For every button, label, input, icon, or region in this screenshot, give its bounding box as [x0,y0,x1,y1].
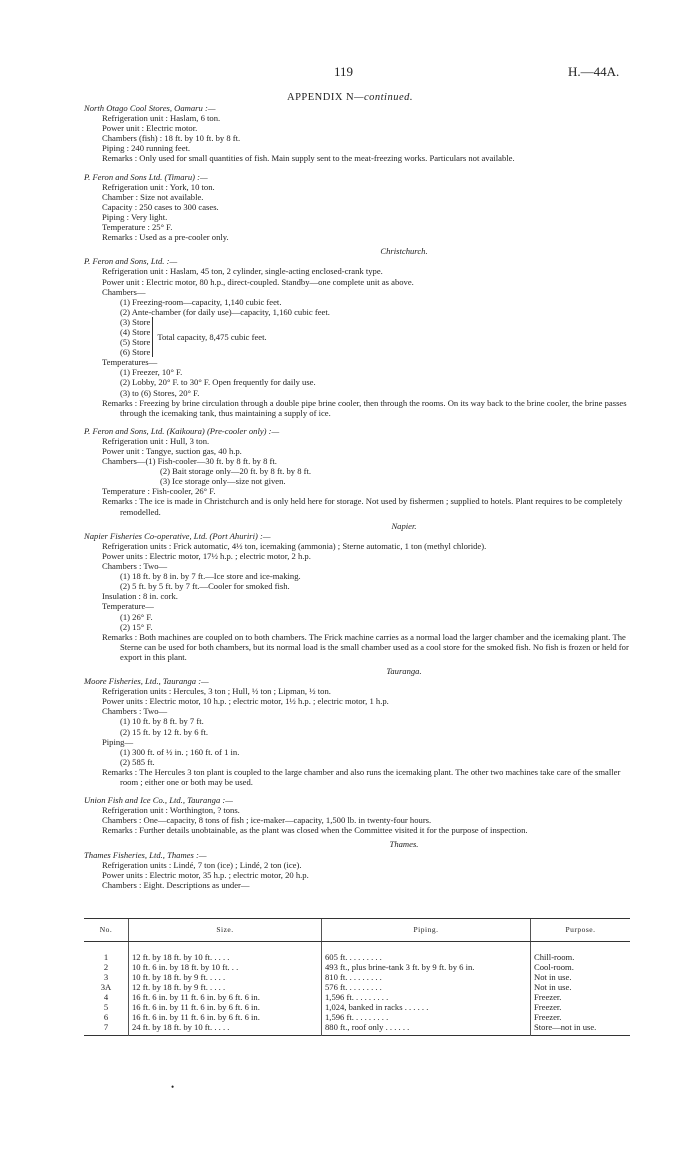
detail-line: Power unit : Tangye, suction gas, 40 h.p. [102,446,242,456]
appendix-continued: —continued. [354,92,413,103]
detail-line: Chambers : Two— [102,706,168,717]
table-cell-no: 7 [103,1022,109,1032]
header-piping: Piping. [322,919,531,942]
table-cell-purpose: Store—not in use. [531,1022,631,1036]
remarks-line: Remarks : Freezing by brine circulation through a double pipe brine cooler, then through the rooms. On its way back to the brine cooler, the brine passes through the icemaking tank, thus maintaining a supply of ice. [102,397,627,418]
section-heading: P. Feron and Sons, Ltd. (Kaikoura) (Pre-cooler only) :— [84,425,280,436]
chamber-line: (1) Freezing-room—capacity, 1,140 cubic feet. [120,296,282,307]
detail-line: Refrigeration unit : Worthington, ? tons. [102,805,240,816]
detail-line: Refrigeration unit : Haslam, 45 ton, 2 cylinder, single-acting enclosed-crank type. [102,266,383,277]
table-cell-size: 16 ft. 6 in. by 11 ft. 6 in. by 6 ft. 6 in. [129,992,322,1002]
detail-line: Power units : Electric motor, 35 h.p. ; electric motor, 20 h.p. [102,869,309,880]
piping-line: (2) 585 ft. [120,756,155,767]
chamber-line: (6) Store [120,347,151,358]
page-number: 119 [334,64,354,79]
table-cell-purpose: Not in use. [531,982,631,992]
table-cell-piping: 493 ft., plus brine-tank 3 ft. by 9 ft. by 6 in. [322,962,531,972]
remarks-line: Remarks : Both machines are coupled on to both chambers. The Frick machine carries as a normal load the larger chamber and the icemaking plant. The Sterne can be used for both chambers, but its normal load is the small chamber used as a cool store for the smoked fish. No fish is frozen or held for export in this plant. [102,631,629,662]
table-cell-no: 3A [100,982,112,992]
temperature-line: (2) 15° F. [120,621,153,632]
detail-line: Capacity : 250 cases to 300 cases. [102,201,219,212]
table-cell-piping: 1,596 ft. . . . . . . . . [322,1012,531,1022]
header-size: Size. [129,919,322,942]
section-heading: Moore Fisheries, Ltd., Tauranga :— [84,676,209,687]
table-row [84,962,630,972]
temperature-line: (2) Lobby, 20° F. to 30° F. Open frequently for daily use. [120,377,316,388]
detail-line: Refrigeration units : Hercules, 3 ton ; Hull, ½ ton ; Lipman, ½ ton. [102,686,331,697]
temperature-line: (3) to (6) Stores, 20° F. [120,387,200,398]
table-cell-piping: 576 ft. . . . . . . . . [322,982,531,992]
table-cell-size: 24 ft. by 18 ft. by 10 ft. . . . . [129,1022,322,1036]
city-heading: Napier. [391,520,417,531]
table-cell-size: 10 ft. 6 in. by 18 ft. by 10 ft. . . [129,962,322,972]
table-cell-purpose: Cool-room. [531,962,631,972]
appendix-main: APPENDIX N [286,92,355,103]
table-row [84,1012,630,1022]
header-no: No. [84,919,129,942]
detail-line: Temperatures— [102,357,158,368]
detail-line: Refrigeration units : Frick automatic, 4½ ton, icemaking (ammonia) ; Sterne automatic, 1 ton (methyl chloride). [102,540,487,551]
remarks-line: Remarks : The Hercules 3 ton plant is coupled to the large chamber and also runs the icemaking plant. The other two machines take care of the smaller room ; either one or both may be used. [102,766,621,787]
table-cell-size: 16 ft. 6 in. by 11 ft. 6 in. by 6 ft. 6 in. [129,1002,322,1012]
chamber-line: (5) Store [120,337,151,348]
table-cell-no: 1 [103,952,109,962]
table-row [84,1002,630,1012]
detail-line: Refrigeration unit : York, 10 ton. [102,181,215,192]
header-purpose: Purpose. [531,919,631,942]
detail-line: Power units : Electric motor, 10 h.p. ; electric motor, 1½ h.p. ; electric motor, 1 h.p. [102,696,389,707]
table-cell-size: 16 ft. 6 in. by 11 ft. 6 in. by 6 ft. 6 in. [129,1012,322,1022]
detail-line: Refrigeration unit : Haslam, 6 ton. [102,113,221,124]
city-heading: Christchurch. [380,246,428,257]
detail-line: Chambers—(1) Fish-cooler—30 ft. by 8 ft. by 8 ft. [102,456,277,467]
section-heading: Napier Fisheries Co-operative, Ltd. (Port Ahuriri) :— [84,530,271,541]
brace-text: Total capacity, 8,475 cubic feet. [157,332,267,343]
table-cell-piping: 810 ft. . . . . . . . . [322,972,531,982]
table-cell-purpose: Chill-room. [531,942,631,963]
table-cell-no: 3 [103,972,109,982]
city-heading: Thames. [389,839,419,850]
chamber-line: (2) Bait storage only—20 ft. by 8 ft. by 8 ft. [160,466,312,477]
table-row [84,982,630,992]
table-row [84,1022,630,1036]
chamber-line: (3) Store [120,316,151,327]
table-header-row [84,919,630,942]
detail-line: Piping : Very light. [102,211,168,222]
section-heading: P. Feron and Sons, Ltd. :— [84,256,178,267]
table-cell-purpose: Freezer. [531,1002,631,1012]
table-cell-no: 6 [103,1012,109,1022]
table-cell-no: 5 [103,1002,109,1012]
table-cell-purpose: Freezer. [531,1012,631,1022]
detail-line: Chamber : Size not available. [102,191,204,202]
detail-line: Refrigeration unit : Hull, 3 ton. [102,435,210,446]
section-heading: Thames Fisheries, Ltd., Thames :— [84,849,207,860]
remarks-line: Remarks : Further details unobtainable, as the plant was closed when the Committee visited it for the purpose of inspection. [102,825,528,836]
chamber-line: (3) Ice storage only—size not given. [160,476,286,487]
table-cell-size: 12 ft. by 18 ft. by 9 ft. . . . . [129,982,322,992]
appendix-title [0,92,700,103]
detail-line: Piping : 240 running feet. [102,143,191,154]
table-cell-size: 12 ft. by 18 ft. by 10 ft. . . . . [129,942,322,963]
table-cell-piping: 880 ft., roof only . . . . . . [322,1022,531,1036]
detail-line: Power unit : Electric motor. [102,123,198,134]
remarks-line: Remarks : Only used for small quantities of fish. Main supply sent to the meat-freezing works. Particulars not available. [102,153,515,164]
table-cell-purpose: Freezer. [531,992,631,1002]
chamber-line: (1) 10 ft. by 8 ft. by 7 ft. [120,716,204,727]
detail-line: Remarks : Used as a pre-cooler only. [102,232,229,243]
table-row [84,972,630,982]
table-cell-piping: 1,596 ft. . . . . . . . . [322,992,531,1002]
table-cell-no: 2 [103,962,109,972]
section-heading: Union Fish and Ice Co., Ltd., Tauranga :— [84,795,233,806]
temperature-line: (1) Freezer, 10° F. [120,367,183,378]
table-cell-size: 10 ft. by 18 ft. by 9 ft. . . . . [129,972,322,982]
detail-line: Temperature : 25° F. [102,222,173,233]
detail-line: Chambers— [102,286,146,297]
detail-line: Refrigeration units : Lindé, 7 ton (ice) ; Lindé, 2 ton (ice). [102,859,302,870]
detail-line: Piping— [102,736,134,747]
chamber-line: (2) 15 ft. by 12 ft. by 6 ft. [120,726,209,737]
table-row [84,992,630,1002]
detail-line: Temperature— [102,601,154,612]
detail-line: Power units : Electric motor, 17½ h.p. ; electric motor, 2 h.p. [102,550,311,561]
table-cell-piping: 605 ft. . . . . . . . . [322,942,531,963]
table-cell-no: 4 [103,992,109,1002]
chamber-line: (2) Ante-chamber (for daily use)—capacity, 1,160 cubic feet. [120,306,330,317]
detail-line: Chambers (fish) : 18 ft. by 10 ft. by 8 ft. [102,133,241,144]
footer-mark: • [171,1082,175,1092]
table-body [84,942,630,1036]
detail-line: Chambers : Eight. Descriptions as under— [102,879,250,890]
detail-line: Insulation : 8 in. cork. [102,591,178,602]
table-cell-piping: 1,024, banked in racks . . . . . . [322,1002,531,1012]
temperature-line: (1) 26° F. [120,611,153,622]
chamber-line: (1) 18 ft. by 8 in. by 7 ft.—Ice store and ice-making. [120,571,301,582]
detail-line: Temperature : Fish-cooler, 26° F. [102,486,216,497]
city-heading: Tauranga. [386,665,422,676]
detail-line: Power unit : Electric motor, 80 h.p., direct-coupled. Standby—one complete unit as above. [102,276,414,287]
document-body [84,103,634,890]
table-row [84,942,630,963]
section-heading: North Otago Cool Stores, Oamaru :— [84,103,216,113]
chamber-line: (2) 5 ft. by 5 ft. by 7 ft.—Cooler for smoked fish. [120,581,290,592]
detail-line: Chambers : Two— [102,561,168,572]
chamber-line: (4) Store [120,326,151,337]
stores-group [84,317,634,357]
remarks-line: Remarks : The ice is made in Christchurch and is only held here for storage. Not used by fishermen ; supplied to hotels. Plant requires to be completely remodelled. [102,496,623,517]
table-cell-purpose: Not in use. [531,972,631,982]
section-heading: P. Feron and Sons Ltd. (Timaru) :— [84,171,208,182]
detail-line: Chambers : One—capacity, 8 tons of fish ; ice-maker—capacity, 1,500 lb. in twenty-four hours. [102,815,432,826]
document-reference: H.—44A. [568,64,620,79]
piping-line: (1) 300 ft. of ½ in. ; 160 ft. of 1 in. [120,746,240,757]
chambers-table [84,918,630,1036]
